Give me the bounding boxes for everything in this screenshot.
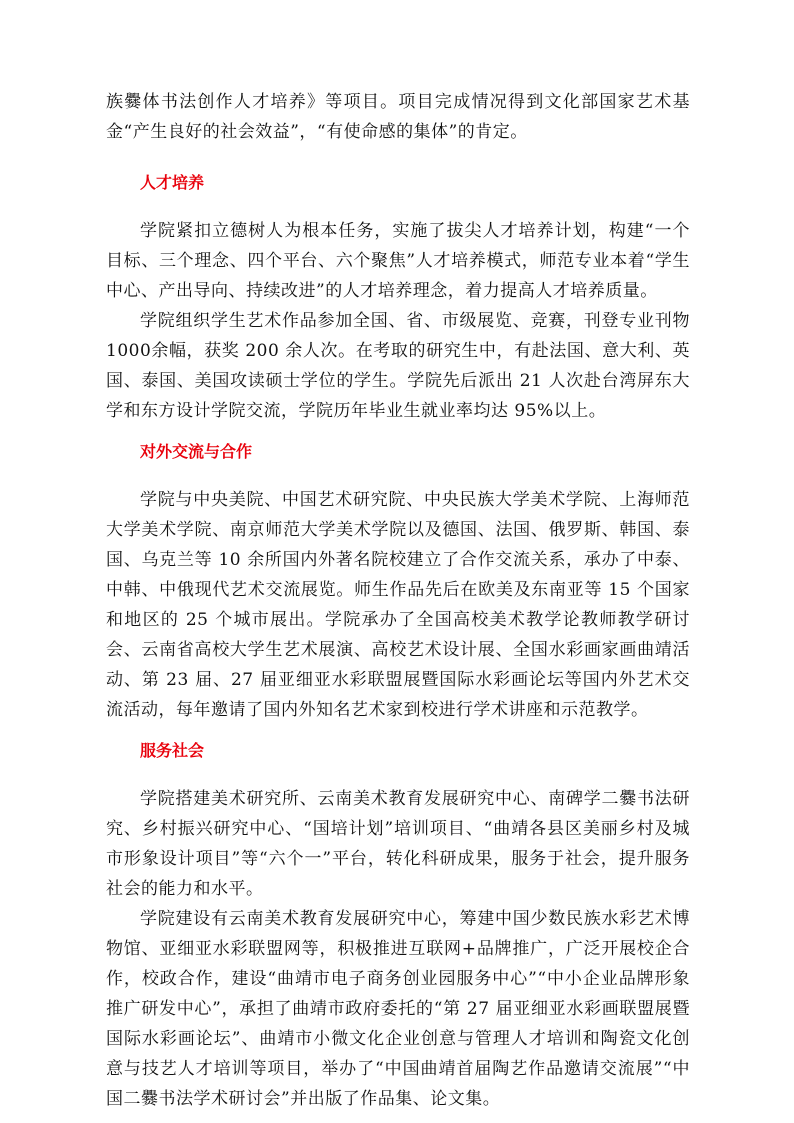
intro-paragraph: 族爨体书法创作人才培养》等项目。项目完成情况得到文化部国家艺术基金“产生良好的社会效益”，“有使命感的集体”的肯定。 [106, 92, 690, 142]
document-page [106, 87, 690, 1114]
service-paragraph-2: 学院建设有云南美术教育发展研究中心，筹建中国少数民族水彩艺术博物馆、亚细亚水彩联盟网等，积极推进互联网+品牌推广，广泛开展校企合作，校政合作，建设“曲靖市电子商务创业园服务中心”“中小企业品牌形象推广研发中心”，承担了曲靖市政府委托的“第 27 届亚细亚水彩画联盟展暨国际水彩画论坛”、曲靖市小微文化企业创意与管理人才培训和陶瓷文化创意与技艺人才培训等项目，举办了“中国曲靖首届陶艺作品邀请交流展”“中国二爨书法学术研讨会”并出版了作品集、论文集。 [106, 909, 690, 1109]
section-heading-external-exchange: 对外交流与合作 [140, 442, 253, 461]
talent-paragraph-1: 学院紧扣立德树人为根本任务，实施了拔尖人才培养计划，构建“一个目标、三个理念、四个平台、六个聚焦”人才培养模式，师范专业本着“学生中心、产出导向、持续改进”的人才培养理念，着力提高人才培养质量。 [106, 221, 690, 301]
exchange-paragraph-1: 学院与中央美院、中国艺术研究院、中央民族大学美术学院、上海师范大学美术学院、南京师范大学美术学院以及德国、法国、俄罗斯、韩国、泰国、乌克兰等 10 余所国内外著名院校建立了合作交流关系，承办了中泰、中韩、中俄现代艺术交流展览。师生作品先后在欧美及东南亚等 15 个国家和地区的 25 个城市展出。学院承办了全国高校美术教学论教师教学研讨会、云南省高校大学生艺术展演、高校艺术设计展、全国水彩画家画曲靖活动、第 23 届、27 届亚细亚水彩联盟展暨国际水彩画论坛等国内外艺术交流活动，每年邀请了国内外知名艺术家到校进行学术讲座和示范教学。 [106, 490, 690, 720]
section-heading-social-service: 服务社会 [140, 741, 205, 760]
talent-paragraph-2: 学院组织学生艺术作品参加全国、省、市级展览、竞赛，刊登专业刊物1000余幅，获奖 200 余人次。在考取的研究生中，有赴法国、意大利、英国、泰国、美国攻读硕士学位的学生。学院先后派出 21 人次赴台湾屏东大学和东方设计学院交流，学院历年毕业生就业率均达 95%以上。 [106, 311, 690, 421]
service-paragraph-1: 学院搭建美术研究所、云南美术教育发展研究中心、南碑学二爨书法研究、乡村振兴研究中心、“国培计划”培训项目、“曲靖各县区美丽乡村及城市形象设计项目”等“六个一”平台，转化科研成果，服务于社会，提升服务社会的能力和水平。 [106, 789, 690, 899]
section-heading-talent-cultivation: 人才培养 [140, 173, 205, 192]
